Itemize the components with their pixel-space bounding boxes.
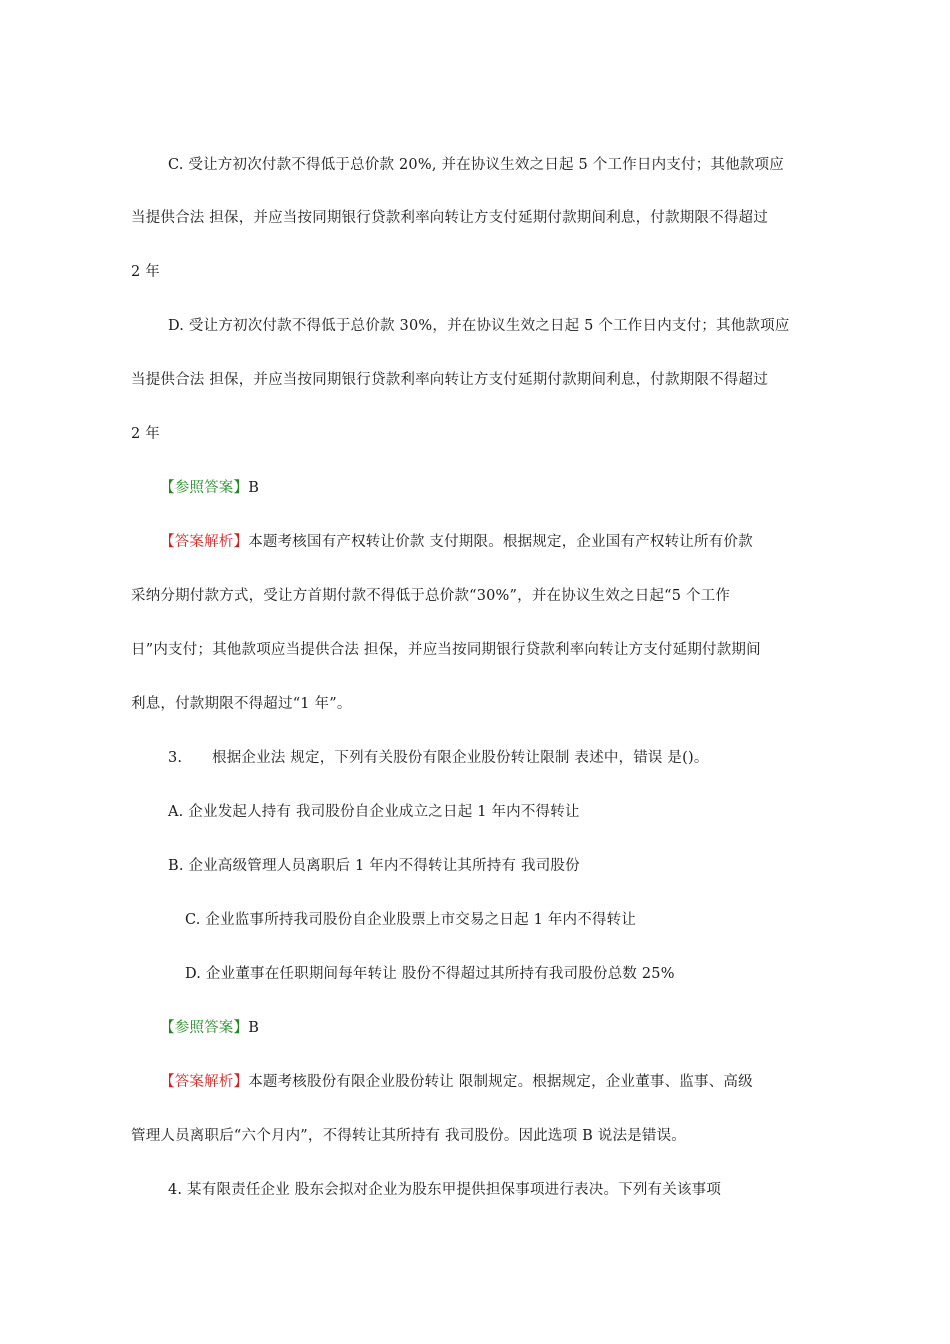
q3-option-a: A. 企业发起人持有 我司股份自企业成立之日起 1 年内不得转让 [168,804,580,820]
analysis-label: 【答案解析】 [160,534,249,550]
q2-option-d-line1: D. 受让方初次付款不得低于总价款 30%，并在协议生效之日起 5 个工作日内支付；其他款项应 [168,318,790,334]
q2-option-c-line2: 当提供合法 担保，并应当按同期银行贷款利率向转让方支付延期付款期间利息，付款期限不得超过 [131,210,768,226]
q2-answer [160,478,259,498]
q3-option-b: B. 企业高级管理人员离职后 1 年内不得转让其所持有 我司股份 [168,858,580,874]
q4-stem: 4. 某有限责任企业 股东会拟对企业为股东甲提供担保事项进行表决。下列有关该事项 [168,1182,722,1198]
q3-number: 3. [168,750,183,766]
answer-label: 【参照答案】 [160,480,249,496]
q3-option-d: D. 企业董事在任职期间每年转让 股份不得超过其所持有我司股份总数 25% [185,966,675,982]
answer-value: B [248,1020,260,1036]
q2-option-c-line3: 2 年 [131,264,160,280]
q3-analysis-line2: 管理人员离职后“六个月内”，不得转让其所持有 我司股份。因此选项 B 说法是错误。 [131,1128,687,1144]
analysis-label: 【答案解析】 [160,1074,249,1090]
q2-analysis-line4: 利息，付款期限不得超过“1 年”。 [131,696,352,712]
q2-option-d-line2: 当提供合法 担保，并应当按同期银行贷款利率向转让方支付延期付款期间利息，付款期限不得超过 [131,372,768,388]
q3-analysis-line1 [160,1072,753,1092]
q3-option-c: C. 企业监事所持我司股份自企业股票上市交易之日起 1 年内不得转让 [185,912,637,928]
q2-analysis-line2: 采纳分期付款方式，受让方首期付款不得低于总价款“30%”，并在协议生效之日起“5 个工作 [131,588,731,604]
answer-value: B [248,480,260,496]
q3-stem: 根据企业法 规定，下列有关股份有限企业股份转让限制 表述中，错误 是()。 [212,750,709,766]
q3-answer [160,1018,259,1038]
q2-option-d-line3: 2 年 [131,426,160,442]
q2-analysis-line1 [160,532,753,552]
q2-option-c-line1: C. 受让方初次付款不得低于总价款 20%, 并在协议生效之日起 5 个工作日内支付；其他款项应 [168,157,784,173]
analysis-text: 本题考核股份有限企业股份转让 限制规定。根据规定，企业董事、监事、高级 [248,1074,753,1090]
answer-label: 【参照答案】 [160,1020,249,1036]
analysis-text: 本题考核国有产权转让价款 支付期限。根据规定，企业国有产权转让所有价款 [248,534,753,550]
q2-analysis-line3: 日”内支付；其他款项应当提供合法 担保，并应当按同期银行贷款利率向转让方支付延期付款期间 [131,642,761,658]
